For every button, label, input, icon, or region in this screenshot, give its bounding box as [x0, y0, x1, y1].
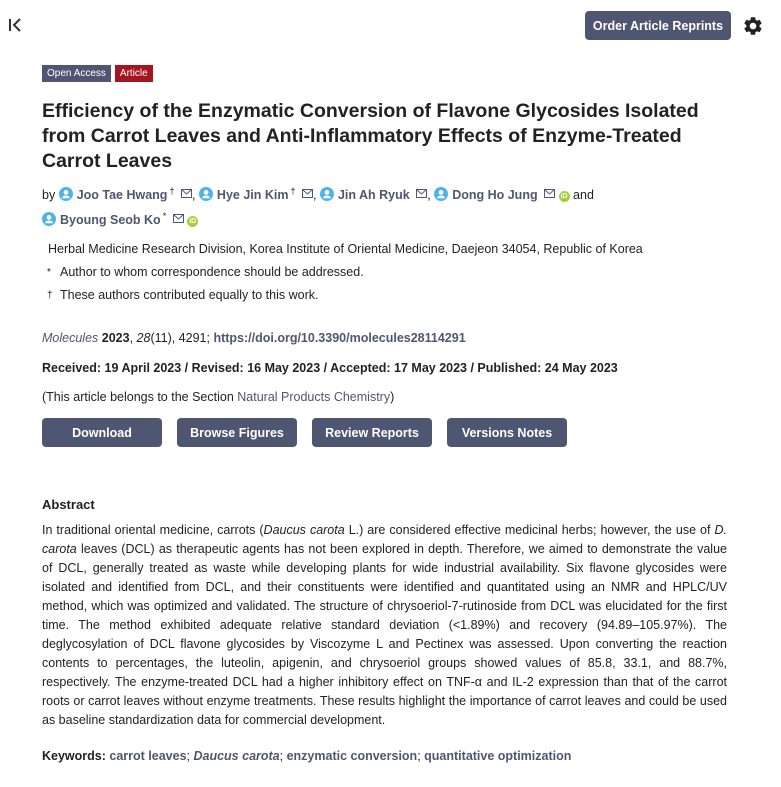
article-title: Efficiency of the Enzymatic Conversion of Flavone Glycosides Isolated from Carrot Leaves and Anti-Inflammatory Effects of Enzyme-Treated Carrot Leaves — [42, 100, 699, 172]
note-mark: * — [47, 267, 51, 278]
citation-year: 2023 — [101, 331, 130, 345]
note-text: These authors contributed equally to this work. — [60, 288, 319, 302]
author-list — [42, 181, 732, 231]
abstract-part: In traditional oriental medicine, carrots ( — [42, 523, 264, 537]
user-icon — [59, 187, 73, 201]
section-suffix: ) — [390, 390, 395, 404]
citation-line — [42, 331, 466, 345]
review-reports-button[interactable]: Review Reports — [312, 418, 432, 447]
by-label: by — [42, 188, 56, 202]
author-name[interactable]: Jin Ah Ryuk — [337, 188, 410, 202]
equal-contribution-mark: † — [290, 186, 296, 196]
keyword-link[interactable]: Daucus carota — [193, 749, 280, 763]
abstract-part: L.) are considered effective medicinal herbs; however, the use of — [344, 523, 715, 537]
separator: , — [312, 188, 317, 202]
abstract-species: Daucus carota — [263, 523, 345, 537]
keywords — [42, 749, 571, 763]
mail-icon[interactable] — [302, 189, 313, 198]
keyword-link[interactable]: quantitative optimization — [424, 749, 572, 763]
orcid-icon[interactable]: iD — [560, 193, 568, 200]
separator: ; — [279, 749, 287, 763]
mail-icon[interactable] — [173, 214, 184, 223]
equal-contribution-note — [42, 284, 643, 307]
author-1 — [59, 188, 199, 202]
mail-icon[interactable] — [544, 189, 555, 198]
collapse-left-icon[interactable] — [6, 15, 26, 35]
note-text: Author to whom correspondence should be addressed. — [60, 265, 364, 279]
separator: , — [129, 331, 137, 345]
versions-notes-button[interactable]: Versions Notes — [447, 418, 567, 447]
author-4 — [434, 188, 573, 202]
and-label: and — [573, 188, 594, 202]
order-reprints-button[interactable]: Order Article Reprints — [585, 11, 731, 40]
article-badges — [42, 65, 153, 82]
citation-volume: 28 — [136, 331, 151, 345]
keyword-link[interactable]: enzymatic conversion — [286, 749, 418, 763]
author-2 — [199, 188, 320, 202]
correspondence-note — [42, 261, 643, 284]
browse-figures-button[interactable]: Browse Figures — [177, 418, 297, 447]
author-name[interactable]: Joo Tae Hwang — [76, 188, 168, 202]
abstract-part: leaves (DCL) as therapeutic agents has not been explored in depth. Therefore, we aimed to demonstrate the value of DCL, generally treated as waste while developing plants for wide industrial availability. Six flavone glycosides were isolated and identified from DCL, and their constituents were identified and quantitated using an NMR and HPLC/UV method, which was optimized and validated. The structure of chrysoeriol-7-rutinoside from DCL was elucidated for the first time. The method exhibited adequate relative standard deviation (<1.89%) and recovery (94.89–105.97%). The deglycosylation of DCL flavone glycosides by Viscozyme L and Pectinex was assessed. Upon converting the reaction contents to percentages, the luteolin, apigenin, and chrysoeriol groups showed values of 85.8, 33.1, and 88.7%, respectively. The enzyme-treated DCL had a higher inhibitory effect on TNF-α and IL-2 expression than that of the carrot roots or carrot leaves without enzyme treatments. These results highlight the importance of carrot leaves and could be used as baseline standardization data for commercial development. — [42, 542, 727, 727]
author-5 — [42, 213, 198, 227]
author-name[interactable]: Dong Ho Jung — [452, 188, 538, 202]
doi-link[interactable]: https://doi.org/10.3390/molecules28114291 — [213, 331, 466, 345]
affiliation-text: Herbal Medicine Research Division, Korea Institute of Oriental Medicine, Daejeon 34054, Republic of Korea — [48, 242, 643, 256]
user-icon — [42, 212, 56, 226]
gear-icon[interactable] — [742, 15, 764, 37]
author-name[interactable]: Byoung Seob Ko — [60, 213, 161, 227]
separator: ; — [417, 749, 425, 763]
user-icon — [320, 187, 334, 201]
mail-icon[interactable] — [181, 189, 192, 198]
orcid-icon[interactable]: iD — [189, 218, 197, 225]
citation-issue-pages: (11), 4291; — [150, 331, 210, 345]
abstract-heading: Abstract — [42, 497, 95, 512]
separator: , — [191, 188, 196, 202]
mail-icon[interactable] — [416, 189, 427, 198]
section-prefix: (This article belongs to the Section — [42, 390, 238, 404]
open-access-badge: Open Access — [42, 65, 111, 82]
user-icon — [434, 187, 448, 201]
section-link[interactable]: Natural Products Chemistry — [237, 390, 391, 404]
section-note — [42, 390, 394, 404]
keywords-label: Keywords: — [42, 749, 106, 763]
article-type-badge: Article — [115, 65, 153, 82]
download-button[interactable]: Download — [42, 418, 162, 447]
author-3 — [320, 188, 434, 202]
separator: ; — [186, 749, 194, 763]
separator: , — [427, 188, 431, 202]
user-icon — [199, 187, 213, 201]
equal-contribution-mark: † — [169, 186, 175, 196]
author-name[interactable]: Hye Jin Kim — [216, 188, 289, 202]
keyword-link[interactable]: carrot leaves — [109, 749, 187, 763]
journal-name[interactable]: Molecules — [42, 331, 99, 345]
affiliations — [42, 238, 643, 307]
affiliation-row — [42, 238, 643, 261]
article-actions — [42, 418, 567, 447]
abstract-text — [42, 521, 727, 730]
note-mark: † — [47, 290, 53, 301]
publication-dates: Received: 19 April 2023 / Revised: 16 May 2023 / Accepted: 17 May 2023 / Published: 24 May 2023 — [42, 361, 618, 375]
abstract-species: D. carota — [42, 523, 727, 556]
corresponding-author-mark: * — [162, 211, 167, 221]
